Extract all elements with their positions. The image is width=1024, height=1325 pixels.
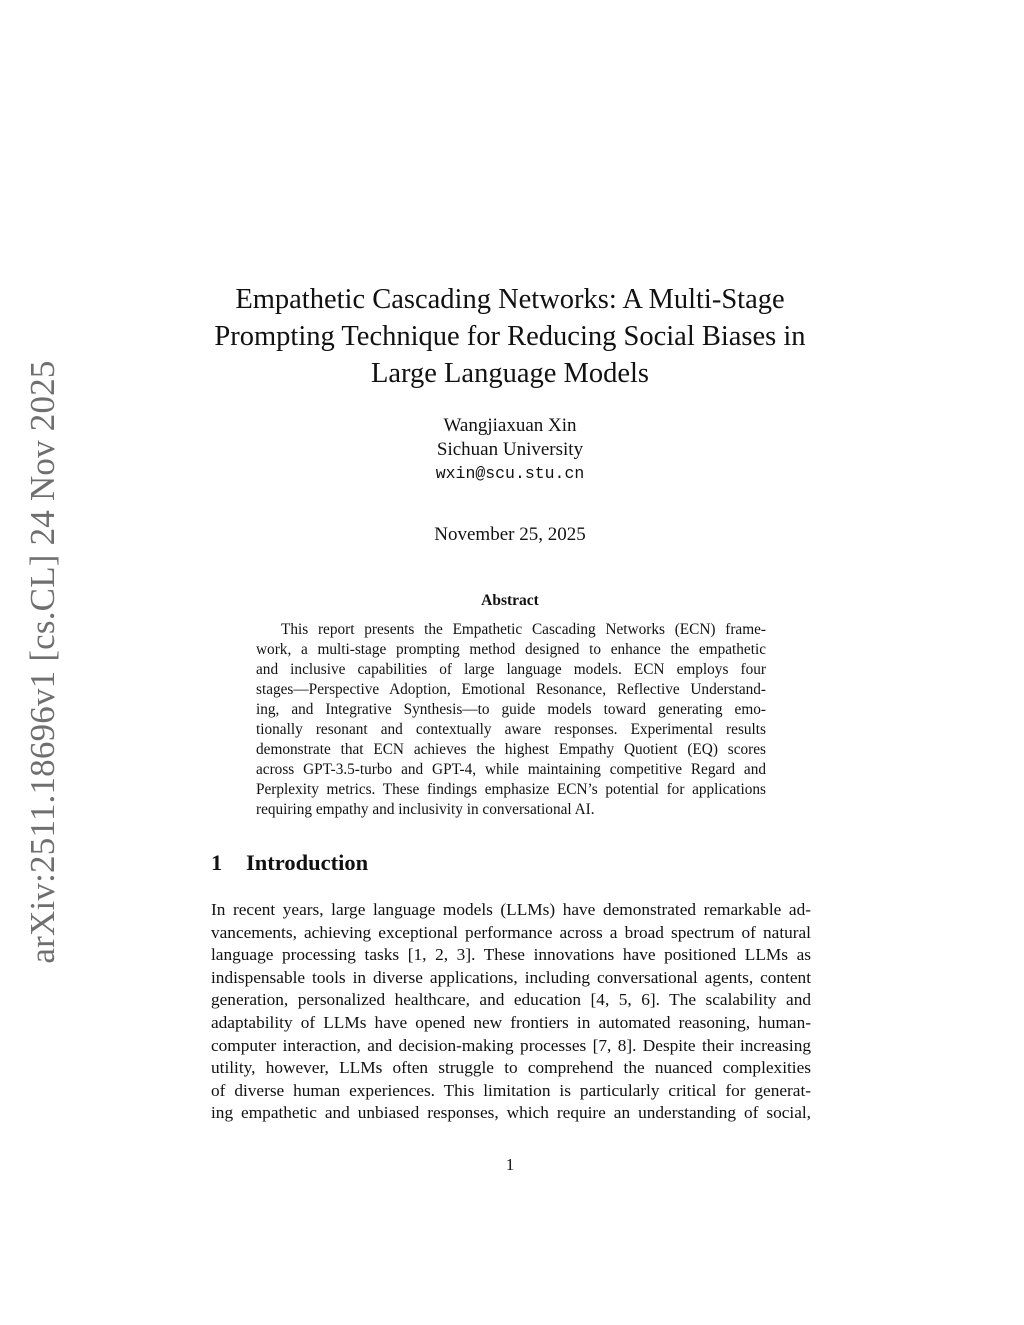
abstract-line: and inclusive capabilities of large language models. ECN employs four xyxy=(256,661,766,678)
body-line: adaptability of LLMs have opened new frontiers in automated reasoning, human- xyxy=(211,1012,811,1032)
abstract-line: Perplexity metrics. These findings emphasize ECN’s potential for applications xyxy=(256,781,766,798)
introduction-body xyxy=(211,899,811,1125)
body-line: indispensable tools in diverse applications, including conversational agents, content xyxy=(211,967,811,987)
page-number: 1 xyxy=(505,1155,515,1174)
body-line: ing empathetic and unbiased responses, which require an understanding of social, xyxy=(211,1103,811,1123)
abstract-heading: Abstract xyxy=(481,592,539,609)
abstract-line: demonstrate that ECN achieves the highest Empathy Quotient (EQ) scores xyxy=(256,741,766,758)
section-number: 1 xyxy=(211,850,223,875)
body-line: computer interaction, and decision-making processes [7, 8]. Despite their increasing xyxy=(211,1035,811,1055)
abstract-line: This report presents the Empathetic Cascading Networks (ECN) frame- xyxy=(281,621,766,638)
body-line: of diverse human experiences. This limitation is particularly critical for generat- xyxy=(211,1080,811,1100)
section-title: Introduction xyxy=(246,850,369,875)
abstract-line: ing, and Integrative Synthesis—to guide models toward generating emo- xyxy=(256,701,766,718)
author-affiliation: Sichuan University xyxy=(436,439,584,460)
abstract-line: stages—Perspective Adoption, Emotional Resonance, Reflective Understand- xyxy=(256,681,766,698)
body-line: language processing tasks [1, 2, 3]. These innovations have positioned LLMs as xyxy=(211,945,811,965)
body-line: utility, however, LLMs often struggle to comprehend the nuanced complexities xyxy=(211,1058,811,1078)
abstract-line: across GPT-3.5-turbo and GPT-4, while maintaining competitive Regard and xyxy=(256,761,766,778)
title-line: Empathetic Cascading Networks: A Multi-Stage xyxy=(235,284,785,315)
section-heading xyxy=(211,850,368,876)
author-name: Wangjiaxuan Xin xyxy=(443,415,577,436)
title-line: Prompting Technique for Reducing Social Biases in xyxy=(214,321,806,352)
author-block xyxy=(360,414,660,486)
paper-title xyxy=(160,281,860,392)
abstract-body xyxy=(256,620,766,820)
body-line: In recent years, large language models (LLMs) have demonstrated remarkable ad- xyxy=(211,900,811,919)
body-line: generation, personalized healthcare, and education [4, 5, 6]. The scalability and xyxy=(211,990,811,1010)
body-line: vancements, achieving exceptional performance across a broad spectrum of natural xyxy=(211,922,811,942)
abstract-line: requiring empathy and inclusivity in conversational AI. xyxy=(256,801,595,818)
abstract-line: tionally resonant and contextually aware responses. Experimental results xyxy=(256,721,766,738)
title-line: Large Language Models xyxy=(370,358,650,389)
paper-date: November 25, 2025 xyxy=(434,524,586,545)
author-email: wxin@scu.stu.cn xyxy=(435,464,585,483)
abstract-line: work, a multi-stage prompting method designed to enhance the empathetic xyxy=(256,641,766,658)
arxiv-identifier: arXiv:2511.18696v1 [cs.CL] 24 Nov 2025 xyxy=(23,360,62,964)
